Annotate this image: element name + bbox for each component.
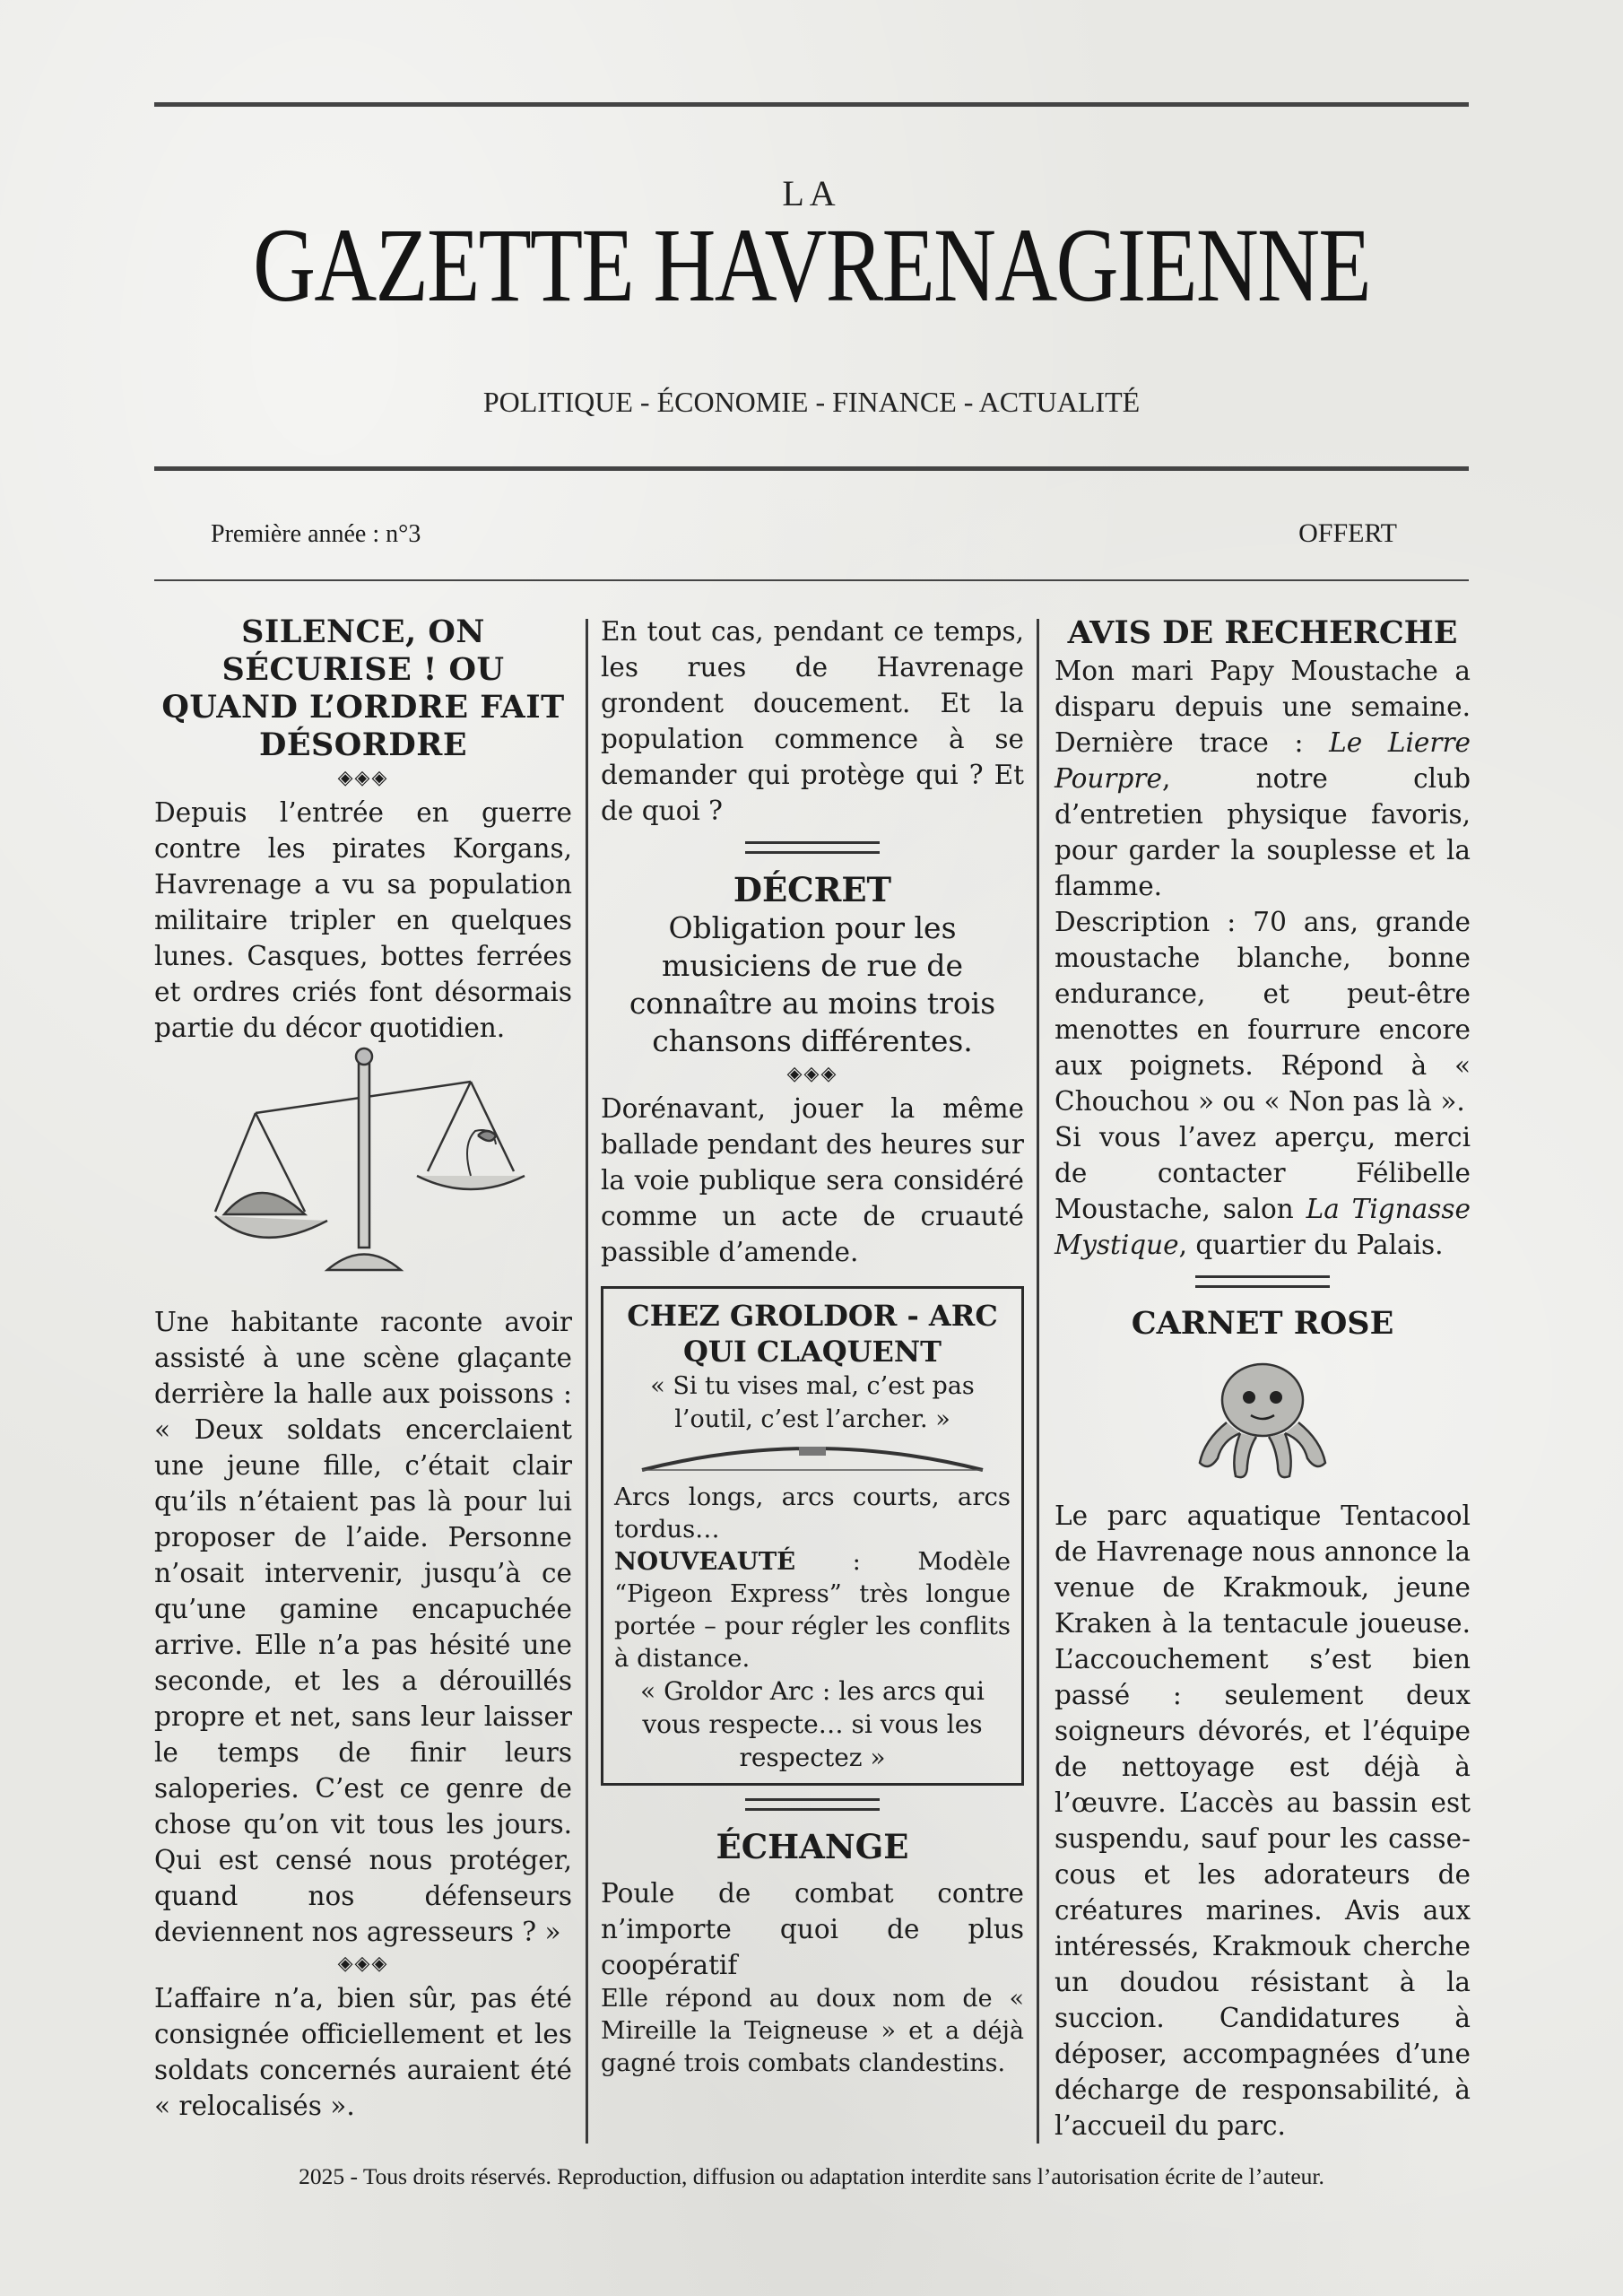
echange-details: Elle répond au doux nom de « Mireille la Teigneuse » et a déjà gagné trois combats clandestins. <box>601 1985 1024 2077</box>
column-1 <box>154 613 572 2124</box>
article-paragraph: Dorénavant, jouer la même ballade pendant des heures sur la voie publique sera considéré comme un acte de cruauté passible d’amende. <box>601 1093 1024 1267</box>
double-rule <box>745 1798 880 1811</box>
ad-text: Arcs longs, arcs courts, arcs tordus… <box>614 1483 1011 1544</box>
avis-contact <box>1055 1119 1471 1263</box>
double-rule <box>1195 1275 1330 1288</box>
price-label: OFFERT <box>1298 518 1397 548</box>
column-3 <box>1055 613 1471 2144</box>
decret-text: Obligation pour les musiciens de rue de connaître au moins trois chansons différentes. <box>629 910 996 1058</box>
ad-new <box>614 1545 1011 1674</box>
ornament: ◈◈◈ <box>337 1952 389 1975</box>
article-paragraph: Depuis l’entrée en guerre contre les pirates Korgans, Havrenage a vu sa population militaire tripler en quelques lunes. Casques, bottes ferrées et ordres criés font désormais partie du décor quotidien. <box>154 797 572 1043</box>
top-rule <box>154 102 1469 107</box>
groldor-ad <box>601 1286 1024 1786</box>
masthead-rule <box>154 466 1469 471</box>
avis-title: AVIS DE RECHERCHE <box>1067 614 1458 651</box>
ad-new-label: NOUVEAUTÉ <box>614 1547 796 1576</box>
issue-number: Première année : n°3 <box>211 520 421 548</box>
avis-text: , quartier du Palais. <box>1178 1230 1444 1260</box>
article-paragraph: L’affaire n’a, bien sûr, pas été consignée officiellement et les soldats concernés auraient été « relocalisés ». <box>154 1983 572 2121</box>
copyright-footer: 2025 - Tous droits réservés. Reproduction, diffusion ou adaptation interdite sans l’autorisation écrite de l’auteur. <box>299 2163 1324 2189</box>
bow-icon <box>633 1436 992 1481</box>
carnet-title: CARNET ROSE <box>1131 1305 1394 1342</box>
issue-rule <box>154 579 1469 581</box>
article-paragraph: Une habitante raconte avoir assisté à une scène glaçante derrière la halle aux poissons : « Deux soldats encerclaient une jeune fille, c’était clair qu’ils n’étaient pas là pour lui proposer de l’aide. Personne n’osait intervenir, jusqu’à ce qu’une gamine encapuchée arrive. Elle n’a pas hésité une seconde, et les a dérouillés propre et net, sans leur laisser le temps de finir leurs saloperies. C’est ce genre de chose qu’on vit tous les jours. Qui est censé nous protéger, quand nos défenseurs deviennent nos agresseurs ? » <box>154 1307 572 1947</box>
headline-silence: SILENCE, ON SÉCURISE ! OU QUAND L’ORDRE FAIT DÉSORDRE <box>161 613 565 763</box>
echange-title: ÉCHANGE <box>716 1827 909 1866</box>
avis-text: Si vous l’avez aperçu, merci de contacter Félibelle Moustache, salon <box>1055 1122 1471 1224</box>
ornament: ◈◈◈ <box>786 1063 838 1085</box>
article-paragraph: En tout cas, pendant ce temps, les rues de Havrenage grondent doucement. Et la population commence à se demander qui protège qui ? Et de quoi ? <box>601 616 1024 826</box>
scales-icon <box>193 1046 534 1288</box>
salon-name: La Tignasse Mystique <box>1055 1194 1471 1260</box>
avis-description: Description : 70 ans, grande moustache blanche, bonne endurance, et peut-être menottes en fourrure encore aux poignets. Répond à « Chouchou » ou « Non pas là ». <box>1055 907 1471 1117</box>
echange-text: Poule de combat contre n’importe quoi de plus coopératif <box>601 1878 1024 1980</box>
ad-title: CHEZ GROLDOR - ARC QUI CLAQUENT <box>627 1299 998 1369</box>
ornament: ◈◈◈ <box>337 767 389 789</box>
avis-paragraph <box>1055 653 1471 904</box>
double-rule <box>745 841 880 854</box>
ad-new-text: : Modèle “Pigeon Express” très longue portée – pour régler les conflits à distance. <box>614 1547 1011 1673</box>
decret-title: DÉCRET <box>733 870 892 909</box>
column-divider-1 <box>586 619 588 2144</box>
avis-text: Mon mari Papy Moustache a disparu depuis une semaine. Dernière trace : <box>1055 656 1471 758</box>
newspaper-title: GAZETTE HAVRENAGIENNE <box>253 206 1370 324</box>
section-subtitle: POLITIQUE - ÉCONOMIE - FINANCE - ACTUALITÉ <box>482 386 1141 418</box>
club-name: Le Lierre Pourpre <box>1055 727 1471 794</box>
title-prefix: LA <box>782 173 841 213</box>
carnet-text: Le parc aquatique Tentacool de Havrenage nous annonce la venue de Krakmouk, jeune Kraken à la tentacule joueuse. L’accouchement s’est bien passé : seulement deux soigneurs dévorés, et l’équipe de nettoyage est déjà à l’œuvre. L’accès au bassin est suspendu, sauf pour les casse-cous et les adorateurs de créatures marines. Avis aux intéressés, Krakmouk cherche un doudou résistant à la succion. Candidatures à déposer, accompagnées d’une décharge de responsabilité, à l’accueil du parc. <box>1055 1500 1471 2141</box>
ad-quote: « Si tu vises mal, c’est pas l’outil, c’est l’archer. » <box>650 1372 975 1433</box>
column-2 <box>601 613 1024 2080</box>
avis-text: , notre club d’entretien physique favoris, pour garder la souplesse et la flamme. <box>1055 763 1471 901</box>
ad-slogan: « Groldor Arc : les arcs qui vous respecte… si vous les respectez » <box>640 1676 985 1772</box>
octopus-icon <box>1186 1351 1339 1485</box>
column-divider-2 <box>1037 619 1039 2144</box>
